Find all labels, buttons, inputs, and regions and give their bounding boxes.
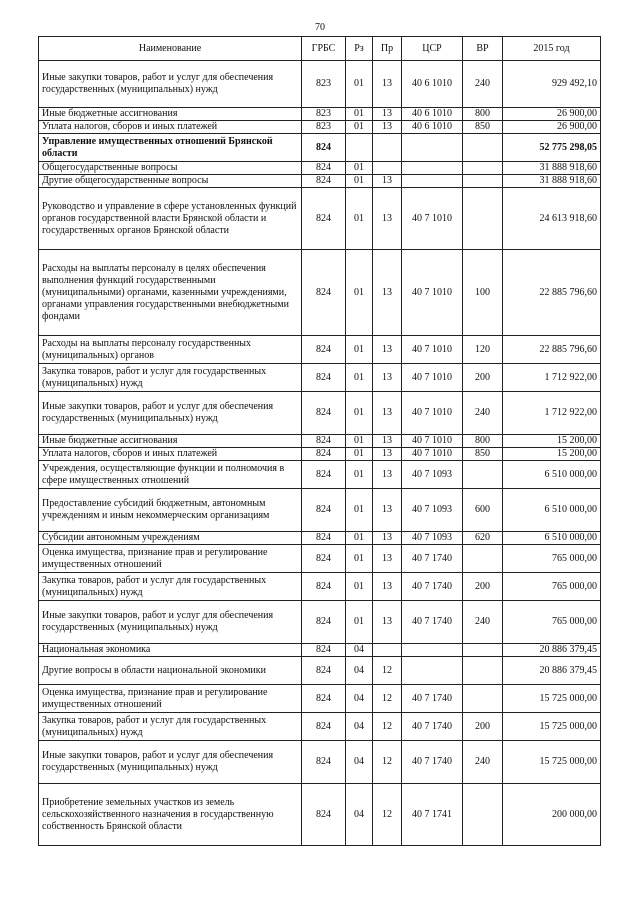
row-amount-cell: 15 200,00: [503, 448, 601, 461]
table-row: [39, 601, 601, 644]
row-csr-cell: 40 7 1741: [402, 784, 463, 846]
row-amount-cell: 1 712 922,00: [503, 392, 601, 435]
row-pr-cell: 12: [373, 685, 402, 713]
row-pr-cell: [373, 162, 402, 175]
row-csr-cell: 40 7 1093: [402, 461, 463, 489]
row-rz-cell: 01: [346, 532, 373, 545]
table-row: [39, 489, 601, 532]
table-row: [39, 573, 601, 601]
row-pr-cell: 13: [373, 601, 402, 644]
row-rz-cell: 04: [346, 685, 373, 713]
row-csr-cell: 40 7 1010: [402, 336, 463, 364]
row-csr-cell: 40 6 1010: [402, 61, 463, 108]
table-row: [39, 741, 601, 784]
page-number: 70: [315, 22, 325, 33]
table-row: [39, 108, 601, 121]
row-grbs-cell: 824: [302, 175, 346, 188]
row-vr-cell: 100: [463, 250, 503, 336]
row-grbs-cell: 824: [302, 545, 346, 573]
table-row: [39, 175, 601, 188]
row-csr-cell: 40 6 1010: [402, 121, 463, 134]
header-pr: Пр: [373, 37, 402, 61]
row-grbs-cell: 824: [302, 188, 346, 250]
table-row: [39, 188, 601, 250]
row-vr-cell: 800: [463, 108, 503, 121]
table-row: [39, 532, 601, 545]
table-row: [39, 336, 601, 364]
row-pr-cell: 13: [373, 573, 402, 601]
row-pr-cell: 13: [373, 121, 402, 134]
table-row: [39, 545, 601, 573]
table-row: [39, 162, 601, 175]
row-amount-cell: 15 725 000,00: [503, 741, 601, 784]
row-pr-cell: 13: [373, 532, 402, 545]
header-grbs: ГРБС: [302, 37, 346, 61]
row-rz-cell: 04: [346, 713, 373, 741]
row-vr-cell: 240: [463, 61, 503, 108]
row-name-cell: Закупка товаров, работ и услуг для государственных (муниципальных) нужд: [39, 713, 302, 741]
row-pr-cell: 13: [373, 392, 402, 435]
row-amount-cell: 6 510 000,00: [503, 489, 601, 532]
row-name-cell: Расходы на выплаты персоналу в целях обеспечения выполнения функций государственными (муниципальными) органами, казенными учреждениями, органами управления государственными внебюджетными фондами: [39, 250, 302, 336]
row-csr-cell: [402, 134, 463, 162]
row-rz-cell: 01: [346, 545, 373, 573]
row-name-cell: Учреждения, осуществляющие функции и полномочия в сфере имущественных отношений: [39, 461, 302, 489]
row-rz-cell: 01: [346, 336, 373, 364]
row-name-cell: Иные закупки товаров, работ и услуг для обеспечения государственных (муниципальных) нужд: [39, 601, 302, 644]
row-amount-cell: 15 200,00: [503, 435, 601, 448]
row-rz-cell: 01: [346, 108, 373, 121]
row-rz-cell: 01: [346, 364, 373, 392]
row-csr-cell: [402, 162, 463, 175]
row-csr-cell: 40 7 1740: [402, 741, 463, 784]
row-name-cell: Иные закупки товаров, работ и услуг для обеспечения государственных (муниципальных) нужд: [39, 392, 302, 435]
row-name-cell: Предоставление субсидий бюджетным, автономным учреждениям и иным некоммерческим организациям: [39, 489, 302, 532]
table-header-row: [39, 37, 601, 61]
row-grbs-cell: 824: [302, 685, 346, 713]
row-amount-cell: 26 900,00: [503, 108, 601, 121]
row-grbs-cell: 824: [302, 601, 346, 644]
budget-table: [38, 36, 601, 846]
row-csr-cell: 40 7 1010: [402, 448, 463, 461]
row-amount-cell: 200 000,00: [503, 784, 601, 846]
header-rz: Рз: [346, 37, 373, 61]
row-grbs-cell: 824: [302, 741, 346, 784]
row-csr-cell: 40 7 1740: [402, 545, 463, 573]
row-vr-cell: 120: [463, 336, 503, 364]
row-grbs-cell: 824: [302, 461, 346, 489]
row-vr-cell: 850: [463, 448, 503, 461]
row-grbs-cell: 824: [302, 489, 346, 532]
row-grbs-cell: 824: [302, 644, 346, 657]
row-name-cell: Иные бюджетные ассигнования: [39, 108, 302, 121]
row-vr-cell: [463, 162, 503, 175]
row-amount-cell: 929 492,10: [503, 61, 601, 108]
row-rz-cell: 01: [346, 601, 373, 644]
row-rz-cell: 01: [346, 162, 373, 175]
row-vr-cell: [463, 644, 503, 657]
row-name-cell: Закупка товаров, работ и услуг для государственных (муниципальных) нужд: [39, 364, 302, 392]
row-csr-cell: [402, 175, 463, 188]
row-rz-cell: 01: [346, 461, 373, 489]
row-name-cell: Другие общегосударственные вопросы: [39, 175, 302, 188]
row-rz-cell: 04: [346, 657, 373, 685]
row-grbs-cell: 824: [302, 435, 346, 448]
row-name-cell: Общегосударственные вопросы: [39, 162, 302, 175]
table-row: [39, 713, 601, 741]
row-amount-cell: 6 510 000,00: [503, 532, 601, 545]
row-csr-cell: 40 7 1740: [402, 573, 463, 601]
row-grbs-cell: 824: [302, 713, 346, 741]
row-name-cell: Субсидии автономным учреждениям: [39, 532, 302, 545]
row-csr-cell: 40 7 1010: [402, 392, 463, 435]
row-vr-cell: 620: [463, 532, 503, 545]
row-amount-cell: 20 886 379,45: [503, 644, 601, 657]
row-rz-cell: 01: [346, 435, 373, 448]
row-vr-cell: 850: [463, 121, 503, 134]
row-csr-cell: 40 7 1740: [402, 685, 463, 713]
row-csr-cell: 40 7 1010: [402, 188, 463, 250]
row-csr-cell: 40 7 1010: [402, 250, 463, 336]
row-grbs-cell: 823: [302, 108, 346, 121]
row-amount-cell: 24 613 918,60: [503, 188, 601, 250]
row-amount-cell: 765 000,00: [503, 545, 601, 573]
table-row: [39, 644, 601, 657]
row-grbs-cell: 824: [302, 134, 346, 162]
row-csr-cell: 40 6 1010: [402, 108, 463, 121]
row-vr-cell: [463, 134, 503, 162]
row-amount-cell: 6 510 000,00: [503, 461, 601, 489]
row-amount-cell: 15 725 000,00: [503, 685, 601, 713]
row-name-cell: Иные бюджетные ассигнования: [39, 435, 302, 448]
row-pr-cell: 13: [373, 188, 402, 250]
row-grbs-cell: 824: [302, 784, 346, 846]
row-vr-cell: 800: [463, 435, 503, 448]
row-pr-cell: 13: [373, 545, 402, 573]
row-name-cell: Национальная экономика: [39, 644, 302, 657]
row-name-cell: Оценка имущества, признание прав и регулирование имущественных отношений: [39, 685, 302, 713]
row-csr-cell: [402, 657, 463, 685]
row-grbs-cell: 824: [302, 162, 346, 175]
row-amount-cell: 52 775 298,05: [503, 134, 601, 162]
row-rz-cell: 01: [346, 448, 373, 461]
row-pr-cell: [373, 134, 402, 162]
table-row: [39, 61, 601, 108]
row-grbs-cell: 823: [302, 121, 346, 134]
row-name-cell: Закупка товаров, работ и услуг для государственных (муниципальных) нужд: [39, 573, 302, 601]
row-name-cell: Уплата налогов, сборов и иных платежей: [39, 448, 302, 461]
row-grbs-cell: 824: [302, 336, 346, 364]
row-csr-cell: [402, 644, 463, 657]
row-grbs-cell: 824: [302, 573, 346, 601]
row-name-cell: Расходы на выплаты персоналу государственных (муниципальных) органов: [39, 336, 302, 364]
table-row: [39, 657, 601, 685]
row-vr-cell: 240: [463, 392, 503, 435]
row-name-cell: Оценка имущества, признание прав и регулирование имущественных отношений: [39, 545, 302, 573]
row-grbs-cell: 823: [302, 61, 346, 108]
row-amount-cell: 31 888 918,60: [503, 175, 601, 188]
row-pr-cell: 13: [373, 175, 402, 188]
row-vr-cell: [463, 175, 503, 188]
table-row: [39, 364, 601, 392]
row-pr-cell: 13: [373, 448, 402, 461]
row-csr-cell: 40 7 1093: [402, 489, 463, 532]
row-name-cell: Приобретение земельных участков из земель сельскохозяйственного назначения в государственную собственность Брянской области: [39, 784, 302, 846]
row-vr-cell: [463, 545, 503, 573]
row-vr-cell: 200: [463, 573, 503, 601]
row-rz-cell: [346, 134, 373, 162]
table-row: [39, 448, 601, 461]
table-row: [39, 121, 601, 134]
row-grbs-cell: 824: [302, 364, 346, 392]
row-amount-cell: 22 885 796,60: [503, 336, 601, 364]
row-rz-cell: 01: [346, 188, 373, 250]
table-row: [39, 685, 601, 713]
row-vr-cell: [463, 188, 503, 250]
row-pr-cell: 13: [373, 461, 402, 489]
row-vr-cell: 240: [463, 741, 503, 784]
row-pr-cell: 12: [373, 713, 402, 741]
row-name-cell: Иные закупки товаров, работ и услуг для обеспечения государственных (муниципальных) нужд: [39, 741, 302, 784]
row-name-cell: Уплата налогов, сборов и иных платежей: [39, 121, 302, 134]
header-year: 2015 год: [503, 37, 601, 61]
table-row: [39, 392, 601, 435]
row-csr-cell: 40 7 1740: [402, 601, 463, 644]
table-row: [39, 461, 601, 489]
header-name: Наименование: [39, 37, 302, 61]
row-csr-cell: 40 7 1093: [402, 532, 463, 545]
row-pr-cell: 13: [373, 250, 402, 336]
row-vr-cell: [463, 685, 503, 713]
row-amount-cell: 20 886 379,45: [503, 657, 601, 685]
row-rz-cell: 01: [346, 175, 373, 188]
row-rz-cell: 01: [346, 61, 373, 108]
row-grbs-cell: 824: [302, 448, 346, 461]
row-rz-cell: 01: [346, 573, 373, 601]
table-row: [39, 250, 601, 336]
row-pr-cell: 13: [373, 364, 402, 392]
row-vr-cell: 240: [463, 601, 503, 644]
row-pr-cell: [373, 644, 402, 657]
row-rz-cell: 01: [346, 392, 373, 435]
row-pr-cell: 12: [373, 657, 402, 685]
row-amount-cell: 31 888 918,60: [503, 162, 601, 175]
row-vr-cell: 200: [463, 713, 503, 741]
row-grbs-cell: 824: [302, 250, 346, 336]
row-rz-cell: 01: [346, 121, 373, 134]
row-rz-cell: 04: [346, 644, 373, 657]
row-vr-cell: [463, 461, 503, 489]
table-row: [39, 435, 601, 448]
header-csr: ЦСР: [402, 37, 463, 61]
row-rz-cell: 04: [346, 784, 373, 846]
table-row: [39, 134, 601, 162]
row-amount-cell: 26 900,00: [503, 121, 601, 134]
row-amount-cell: 765 000,00: [503, 573, 601, 601]
row-amount-cell: 15 725 000,00: [503, 713, 601, 741]
row-pr-cell: 13: [373, 435, 402, 448]
row-name-cell: Руководство и управление в сфере установленных функций органов государственной власти Брянской области и государственных органов Брянской области: [39, 188, 302, 250]
row-csr-cell: 40 7 1010: [402, 364, 463, 392]
table-row: [39, 784, 601, 846]
row-pr-cell: 12: [373, 784, 402, 846]
row-csr-cell: 40 7 1740: [402, 713, 463, 741]
row-grbs-cell: 824: [302, 392, 346, 435]
row-rz-cell: 01: [346, 250, 373, 336]
row-rz-cell: 01: [346, 489, 373, 532]
row-grbs-cell: 824: [302, 657, 346, 685]
row-name-cell: Другие вопросы в области национальной экономики: [39, 657, 302, 685]
row-csr-cell: 40 7 1010: [402, 435, 463, 448]
row-pr-cell: 13: [373, 108, 402, 121]
row-amount-cell: 765 000,00: [503, 601, 601, 644]
row-rz-cell: 04: [346, 741, 373, 784]
row-vr-cell: 600: [463, 489, 503, 532]
header-vr: ВР: [463, 37, 503, 61]
row-pr-cell: 13: [373, 336, 402, 364]
row-name-cell: Иные закупки товаров, работ и услуг для обеспечения государственных (муниципальных) нужд: [39, 61, 302, 108]
row-name-cell: Управление имущественных отношений Брянской области: [39, 134, 302, 162]
row-pr-cell: 13: [373, 61, 402, 108]
row-pr-cell: 12: [373, 741, 402, 784]
row-pr-cell: 13: [373, 489, 402, 532]
row-amount-cell: 1 712 922,00: [503, 364, 601, 392]
row-vr-cell: [463, 657, 503, 685]
row-amount-cell: 22 885 796,60: [503, 250, 601, 336]
row-vr-cell: 200: [463, 364, 503, 392]
row-grbs-cell: 824: [302, 532, 346, 545]
row-vr-cell: [463, 784, 503, 846]
